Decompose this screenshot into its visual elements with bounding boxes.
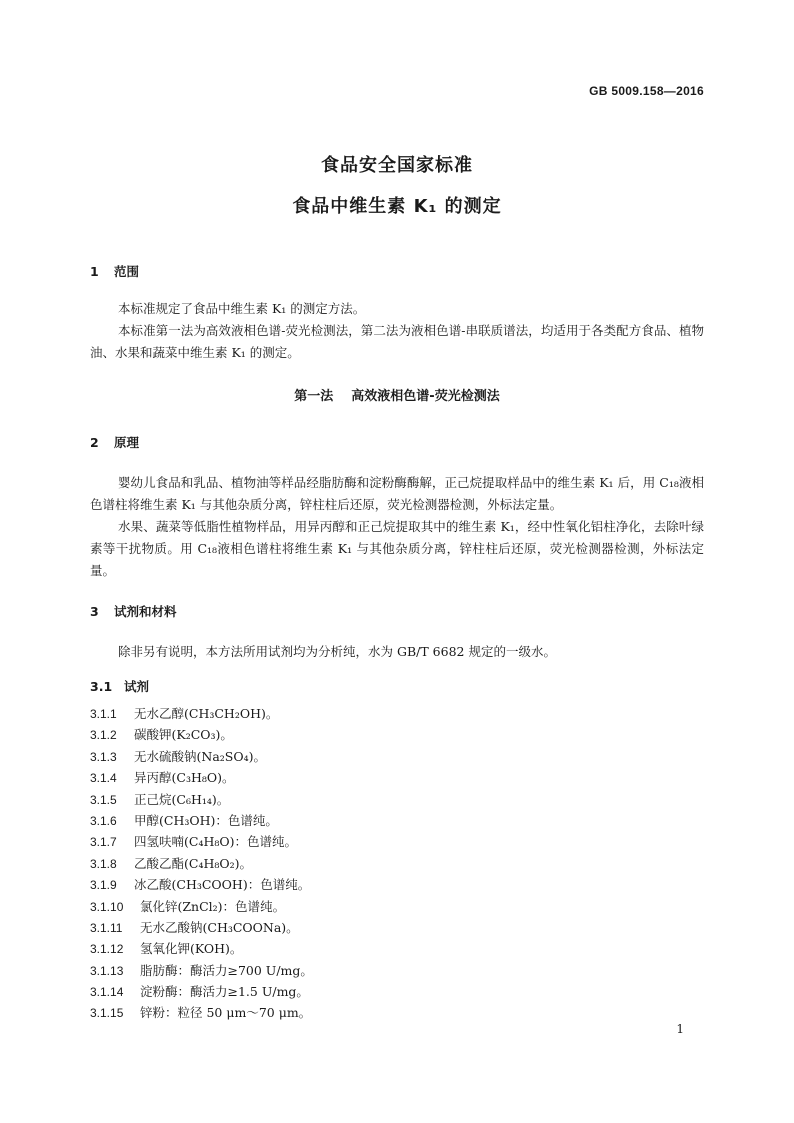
list-item bbox=[90, 897, 313, 918]
section-number: 1 bbox=[90, 264, 99, 279]
item-text: 无水硫酸钠(Na₂SO₄)。 bbox=[134, 748, 266, 764]
item-number: 3.1.2 bbox=[90, 728, 117, 743]
list-item bbox=[90, 790, 313, 811]
method-heading bbox=[0, 385, 794, 404]
subsection-heading-reagents bbox=[90, 677, 149, 695]
paragraph: 除非另有说明，本方法所用试剂均为分析纯，水为 GB/T 6682 规定的一级水。 bbox=[118, 644, 556, 659]
item-text: 乙酸乙酯(C₄H₈O₂)。 bbox=[134, 855, 252, 871]
item-number: 3.1.10 bbox=[90, 899, 124, 914]
item-text: 锌粉：粒径 50 μm～70 μm。 bbox=[140, 1005, 312, 1021]
list-item bbox=[90, 1003, 313, 1024]
item-number: 3.1.1 bbox=[90, 707, 117, 721]
item-text: 淀粉酶：酶活力≥1.5 U/mg。 bbox=[140, 984, 309, 1000]
section-heading-reagents-materials bbox=[90, 602, 177, 620]
item-number: 3.1.15 bbox=[90, 1006, 124, 1021]
section-heading-principle bbox=[90, 433, 139, 451]
list-item bbox=[90, 832, 313, 853]
item-number: 3.1.5 bbox=[90, 792, 117, 807]
item-text: 无水乙酸钠(CH₃COONa)。 bbox=[140, 919, 299, 935]
item-text: 冰乙酸(CH₃COOH)：色谱纯。 bbox=[134, 877, 311, 893]
list-item bbox=[90, 725, 313, 746]
list-item bbox=[90, 961, 313, 982]
section-title: 范围 bbox=[114, 264, 140, 279]
list-item bbox=[90, 875, 313, 896]
item-number: 3.1.9 bbox=[90, 878, 117, 893]
section-number: 3.1 bbox=[90, 679, 113, 694]
item-text: 无水乙醇(CH₃CH₂OH)。 bbox=[134, 706, 279, 721]
list-item bbox=[90, 854, 313, 875]
item-text: 甲醇(CH₃OH)：色谱纯。 bbox=[134, 812, 278, 828]
method-name: 高效液相色谱-荧光检测法 bbox=[351, 389, 500, 404]
section-heading-scope bbox=[90, 262, 139, 280]
item-text: 四氢呋喃(C₄H₈O)：色谱纯。 bbox=[134, 834, 297, 850]
item-number: 3.1.14 bbox=[90, 985, 124, 1000]
list-item bbox=[90, 982, 313, 1003]
list-item bbox=[90, 747, 313, 768]
page-number: 1 bbox=[676, 1022, 684, 1036]
item-text: 氯化锌(ZnCl₂)：色谱纯。 bbox=[140, 898, 286, 914]
standard-code: GB 5009.158—2016 bbox=[589, 84, 704, 98]
section-number: 3 bbox=[90, 604, 99, 619]
section-title: 原理 bbox=[114, 435, 140, 450]
item-number: 3.1.4 bbox=[90, 771, 117, 786]
list-item bbox=[90, 939, 313, 960]
list-item bbox=[90, 768, 313, 789]
item-number: 3.1.13 bbox=[90, 963, 124, 978]
item-text: 正己烷(C₆H₁₄)。 bbox=[134, 791, 230, 807]
item-number: 3.1.8 bbox=[90, 856, 117, 871]
item-number: 3.1.11 bbox=[90, 920, 123, 935]
list-item bbox=[90, 918, 313, 939]
item-number: 3.1.6 bbox=[90, 813, 117, 828]
section-number: 2 bbox=[90, 435, 99, 450]
item-number: 3.1.7 bbox=[90, 835, 117, 850]
paragraph: 本标准规定了食品中维生素 K₁ 的测定方法。 bbox=[118, 301, 366, 316]
paragraph: 水果、蔬菜等低脂性植物样品，用异丙醇和正己烷提取其中的维生素 K₁，经中性氧化铝柱净化，去除叶绿素等干扰物质。用 C₁₈液相色谱柱将维生素 K₁ 与其他杂质分离，锌柱柱后还原，荧光检测器检测，外标法定量。 bbox=[90, 519, 704, 578]
document-subtitle: 食品中维生素 K₁ 的测定 bbox=[292, 196, 502, 217]
item-text: 氢氧化钾(KOH)。 bbox=[140, 941, 243, 957]
item-number: 3.1.3 bbox=[90, 749, 117, 764]
paragraph: 本标准第一法为高效液相色谱-荧光检测法，第二法为液相色谱-串联质谱法，均适用于各类配方食品、植物油、水果和蔬菜中维生素 K₁ 的测定。 bbox=[90, 323, 704, 360]
reagent-list bbox=[90, 704, 313, 1025]
item-text: 异丙醇(C₃H₈O)。 bbox=[134, 770, 235, 786]
document-title: 食品安全国家标准 bbox=[321, 155, 473, 176]
section-title: 试剂和材料 bbox=[114, 604, 177, 619]
list-item bbox=[90, 704, 313, 725]
item-number: 3.1.12 bbox=[90, 942, 124, 957]
item-text: 脂肪酶：酶活力≥700 U/mg。 bbox=[140, 962, 313, 978]
section-title: 试剂 bbox=[124, 679, 150, 694]
item-text: 碳酸钾(K₂CO₃)。 bbox=[134, 727, 233, 743]
list-item bbox=[90, 811, 313, 832]
paragraph: 婴幼儿食品和乳品、植物油等样品经脂肪酶和淀粉酶酶解，正己烷提取样品中的维生素 K₁ 后，用 C₁₈液相色谱柱将维生素 K₁ 与其他杂质分离，锌柱柱后还原，荧光检测器检测，外标法定量。 bbox=[90, 475, 704, 512]
method-label: 第一法 bbox=[294, 389, 334, 404]
